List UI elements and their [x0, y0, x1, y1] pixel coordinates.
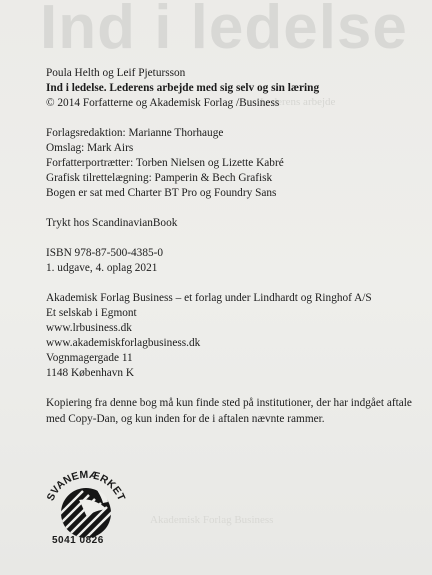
book-title: Ind i ledelse. Lederens arbejde med sig selv og sin læring: [46, 82, 320, 94]
printer: Trykt hos ScandinavianBook: [46, 217, 178, 229]
ecolabel-text: SVANEMÆRKET: [44, 468, 128, 503]
publisher-city: 1148 København K: [46, 367, 135, 379]
publisher-parent: Et selskab i Egmont: [46, 307, 137, 319]
colophon-text: [46, 66, 416, 427]
show-through-subtitle: Lederens arbejde: [260, 96, 336, 108]
edition: 1. udgave, 4. oplag 2021: [46, 262, 158, 274]
credit-portraits: Forfatterportrætter: Torben Nielsen og Lizette Kabré: [46, 157, 284, 169]
publisher-website-2: www.akademiskforlagbusiness.dk: [46, 337, 201, 349]
show-through-bottom-text: Akademisk Forlag Business: [150, 514, 274, 526]
publisher-website: www.lrbusiness.dk: [46, 322, 132, 334]
credit-editor: Forlagsredaktion: Marianne Thorhauge: [46, 127, 224, 139]
show-through-title: Ind i ledelse: [40, 0, 408, 62]
publisher-street: Vognmagergade 11: [46, 352, 133, 364]
copying-notice: Kopiering fra denne bog må kun finde sted på institutioner, der har indgået aftale med Copy-Dan, og kun inden for de i aftalen nævnte rammer.: [46, 397, 412, 425]
nordic-swan-ecolabel-icon: [37, 455, 135, 547]
credit-design: Grafisk tilrettelægning: Pamperin & Bech Grafisk: [46, 172, 273, 184]
credit-cover: Omslag: Mark Airs: [46, 142, 134, 154]
isbn: ISBN 978-87-500-4385-0: [46, 247, 164, 259]
copyright: © 2014 Forfatterne og Akademisk Forlag /Business: [46, 97, 280, 109]
publisher-line: Akademisk Forlag Business – et forlag under Lindhardt og Ringhof A/S: [46, 292, 372, 304]
credit-typeface: Bogen er sat med Charter BT Pro og Foundry Sans: [46, 187, 277, 199]
authors: Poula Helth og Leif Pjetursson: [46, 67, 186, 79]
ecolabel-number: 5041 0826: [52, 535, 104, 546]
